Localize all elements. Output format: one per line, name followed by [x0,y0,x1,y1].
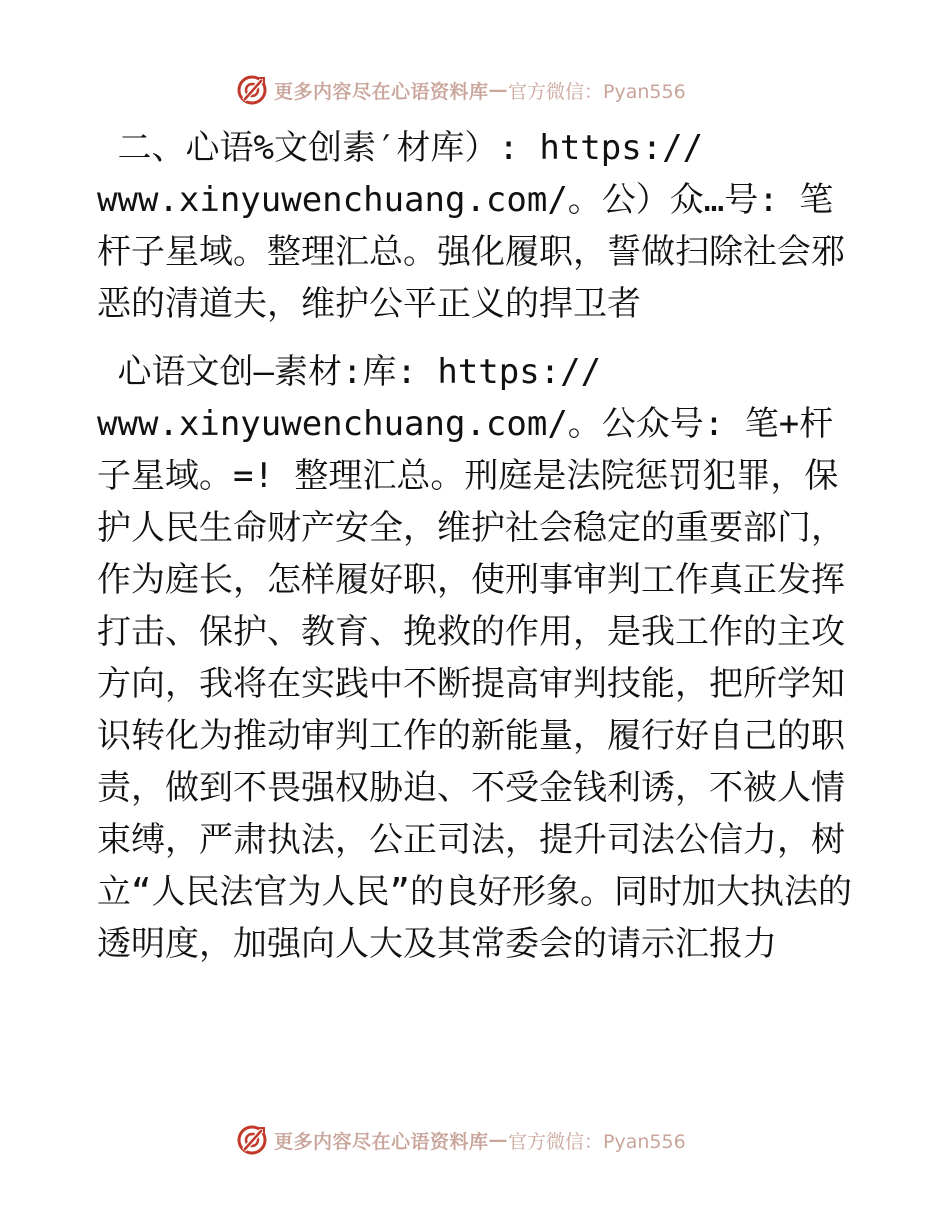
banner-text: 更多内容尽在心语资料库 [274,80,489,103]
header-banner[interactable] [236,72,716,108]
banner-wechat: 官方微信：Pyan556 [508,80,686,103]
banner-dash: — [488,1129,509,1151]
banner-dash: — [488,79,509,101]
brush-logo-icon [236,1124,268,1156]
footer-banner[interactable] [236,1122,716,1158]
banner-wechat: 官方微信：Pyan556 [508,1130,686,1153]
paragraph-1: 二、心语%文创素′材库）: https:// www.xinyuwenchuang.com/。公）众…号: 笔杆子星域。整理汇总。强化履职，誓做扫除社会邪恶的清道夫，维护公平正义的捍卫者 [97,128,845,324]
banner-text: 更多内容尽在心语资料库 [274,1130,489,1153]
document-body [97,122,857,970]
paragraph-2: 心语文创—素材:库: https:// www.xinyuwenchuang.com/。公众号: 笔+杆子星域。=! 整理汇总。刑庭是法院惩罚犯罪，保护人民生命财产安全，维护社会稳定的重要部门，作为庭长，怎样履好职，使刑事审判工作真正发挥打击、保护、教育、挽救的作用，是我工作的主攻方向，我将在实践中不断提高审判技能，把所学知识转化为推动审判工作的新能量，履行好自己的职责，做到不畏强权胁迫、不受金钱利诱，不被人情束缚，严肃执法，公正司法，提升司法公信力，树立“人民法官为人民”的良好形象。同时加大执法的透明度，加强向人大及其常委会的请示汇报力 [97,352,852,964]
brush-logo-icon [236,74,268,106]
